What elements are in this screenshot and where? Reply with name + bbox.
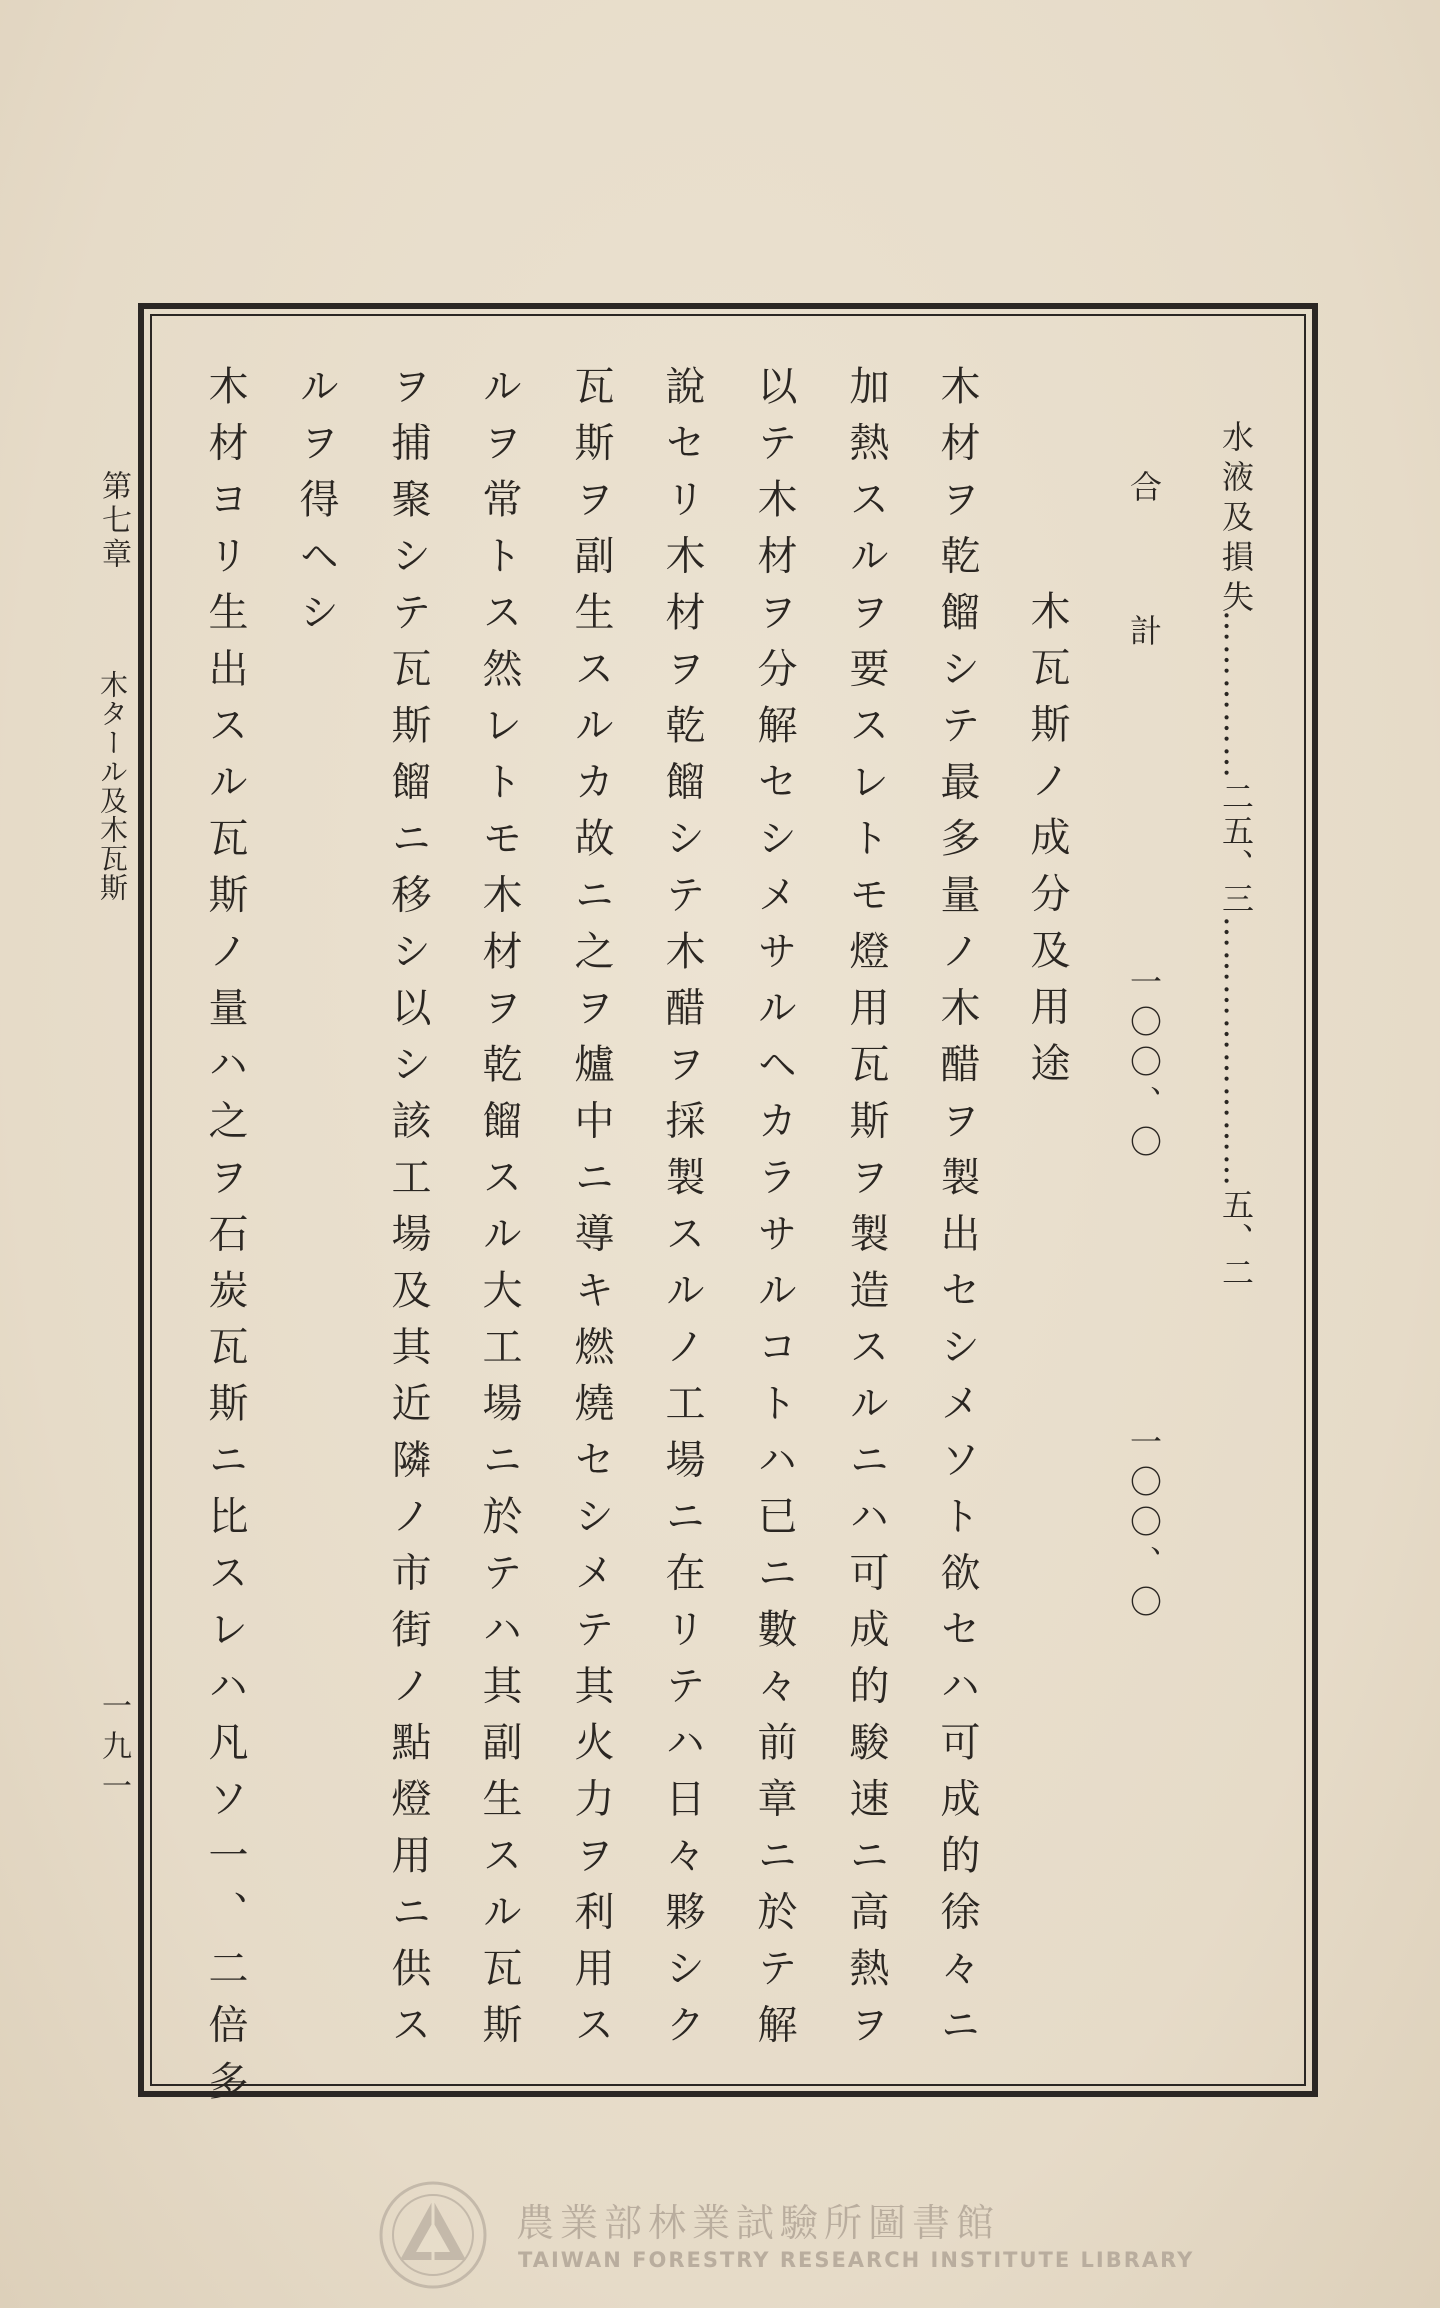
body-line: ヲ捕聚シテ瓦斯餾ニ移シ以シ該工場及其近隣ノ市街ノ點燈用ニ供ス [385, 365, 431, 2060]
table-total-value-2: 一〇〇、〇 [1125, 1425, 1163, 1625]
library-watermark [378, 2180, 1195, 2290]
body-line: 木材ヲ乾餾シテ最多量ノ木醋ヲ製出セシメソト欲セハ可成的徐々ニ [934, 365, 980, 2060]
body-line: ルヲ得ヘシ [293, 365, 339, 648]
body-line: 說セリ木材ヲ乾餾シテ木醋ヲ採製スルノ工場ニ在リテハ日々夥シク [659, 365, 705, 2060]
library-name-chinese: 農業部林業試驗所圖書館 [516, 2201, 1001, 2245]
page-number: 一九一 [96, 1690, 131, 1810]
library-seal-icon [378, 2180, 488, 2290]
section-title: 木瓦斯ノ成分及用途 [1024, 590, 1070, 1099]
body-line: 瓦斯ヲ副生スルカ故ニ之ヲ爐中ニ導キ燃燒セシメテ其火力ヲ利用ス [568, 365, 614, 2060]
body-line: 木材ヨリ生出スル瓦斯ノ量ハ之ヲ石炭瓦斯ニ比スレハ凡ソ一、二倍多 [202, 365, 248, 2117]
body-line: ルヲ常トス然レトモ木材ヲ乾餾スル大工場ニ於テハ其副生スル瓦斯 [476, 365, 522, 2060]
body-line: 加熱スルヲ要スレトモ燈用瓦斯ヲ製造スルニハ可成的駿速ニ高熱ヲ [843, 365, 889, 2060]
table-row-label: 水液及損失 [1217, 420, 1255, 620]
library-name-english: TAIWAN FORESTRY RESEARCH INSTITUTE LIBRARY [518, 2248, 1195, 2272]
table-total-label: 合 計 [1125, 470, 1163, 686]
table-total-value-1: 一〇〇、〇 [1125, 965, 1163, 1165]
running-head-title: 木タール及木瓦斯 [96, 670, 129, 902]
body-line: 以テ木材ヲ分解セシメサルヘカラサルコトハ已ニ數々前章ニ於テ解 [751, 365, 797, 2060]
running-head-chapter: 第七章 [96, 470, 131, 572]
table-row-values: ……………二五、三……………………五、二 [1217, 610, 1255, 1290]
